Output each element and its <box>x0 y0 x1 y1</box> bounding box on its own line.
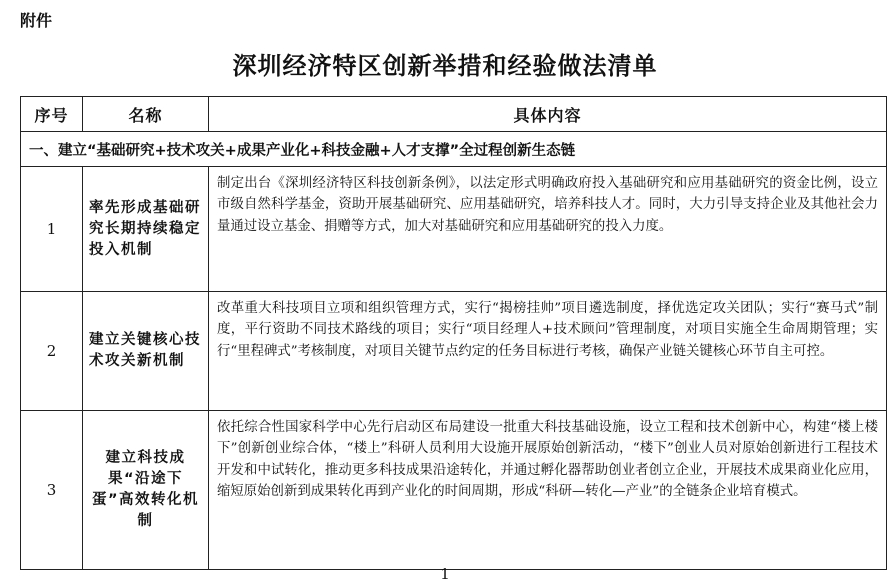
attachment-label: 附件 <box>20 11 53 30</box>
row-name: 建立科技成果“沿途下蛋”高效转化机制 <box>83 411 209 570</box>
section-row <box>21 132 887 167</box>
table-row <box>21 292 887 411</box>
header-no: 序号 <box>21 97 83 132</box>
row-number: 1 <box>21 167 83 292</box>
row-content: 改革重大科技项目立项和组织管理方式，实行“揭榜挂帅”项目遴选制度，择优选定攻关团队；实行“赛马式”制度，平行资助不同技术路线的项目；实行“项目经理人+技术顾问”管理制度，对项目实施全生命周期管理；实行“里程碑式”考核制度，对项目关键节点约定的任务目标进行考核，确保产业链关键核心环节自主可控。 <box>209 292 887 411</box>
row-content: 制定出台《深圳经济特区科技创新条例》，以法定形式明确政府投入基础研究和应用基础研究的资金比例，设立市级自然科学基金，资助开展基础研究、应用基础研究，培养科技人才。同时，大力引导支持企业及其他社会力量通过设立基金、捐赠等方式，加大对基础研究和应用基础研究的投入力度。 <box>209 167 887 292</box>
row-number: 3 <box>21 411 83 570</box>
header-name: 名称 <box>83 97 209 132</box>
row-content: 依托综合性国家科学中心先行启动区布局建设一批重大科技基础设施，设立工程和技术创新中心，构建“楼上楼下”创新创业综合体，“楼上”科研人员利用大设施开展原始创新活动，“楼下”创业人员对原始创新进行工程技术开发和中试转化，推动更多科技成果沿途转化，并通过孵化器帮助创业者创立企业，开展技术成果商业化应用，缩短原始创新到成果转化再到产业化的时间周期，形成“科研—转化—产业”的全链条企业培育模式。 <box>209 411 887 570</box>
table-row <box>21 411 887 570</box>
row-number: 2 <box>21 292 83 411</box>
document-title: 深圳经济特区创新举措和经验做法清单 <box>232 51 658 80</box>
section-heading: 一、建立“基础研究+技术攻关+成果产业化+科技金融+人才支撑”全过程创新生态链 <box>21 132 887 167</box>
header-content: 具体内容 <box>209 97 887 132</box>
table-row <box>21 167 887 292</box>
page-number: 1 <box>440 565 450 583</box>
table-header-row <box>21 97 887 132</box>
measures-table <box>20 96 887 570</box>
row-name: 率先形成基础研究长期持续稳定投入机制 <box>83 167 209 292</box>
row-name: 建立关键核心技术攻关新机制 <box>83 292 209 411</box>
